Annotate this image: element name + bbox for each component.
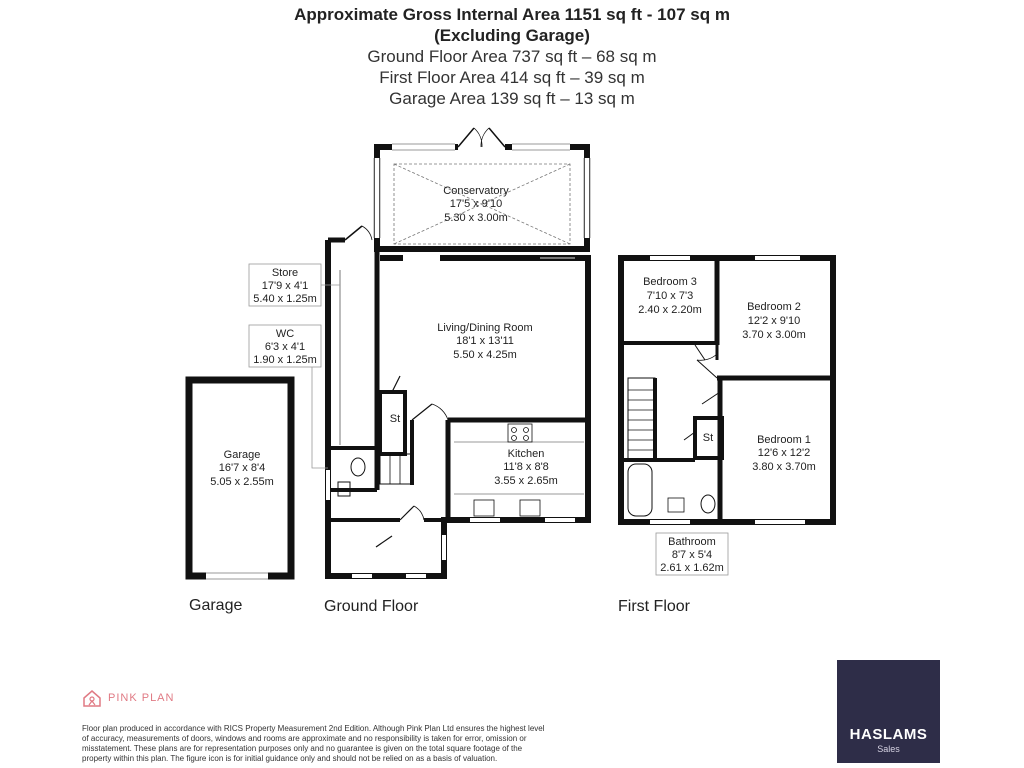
garage-metric: 5.05 x 2.55m — [210, 476, 274, 488]
living-name: Living/Dining Room — [437, 322, 533, 334]
garage-imperial: 16'7 x 8'4 — [218, 462, 266, 474]
store-name: Store — [271, 267, 299, 279]
floor-labels — [189, 597, 691, 615]
house-icon — [82, 688, 102, 708]
first-floor-label: First Floor — [618, 598, 690, 615]
bedroom2-name: Bedroom 2 — [747, 301, 801, 313]
bedroom1-imperial: 12'6 x 12'2 — [757, 447, 811, 459]
bathroom-name: Bathroom — [668, 536, 716, 548]
wc-imperial: 6'3 x 4'1 — [264, 341, 306, 353]
bedroom2-metric: 3.70 x 3.00m — [742, 329, 806, 341]
kitchen-imperial: 11'8 x 8'8 — [503, 461, 549, 473]
haslams-brand — [837, 660, 940, 763]
living-metric: 5.50 x 4.25m — [453, 349, 517, 361]
bedroom3-imperial: 7'10 x 7'3 — [646, 290, 694, 302]
kitchen-name: Kitchen — [507, 448, 545, 460]
brand-sub: Sales — [877, 744, 900, 754]
wc-name: WC — [275, 328, 295, 340]
living-imperial: 18'1 x 13'11 — [456, 335, 514, 347]
conservatory-name: Conservatory — [443, 185, 509, 197]
bedroom3-metric: 2.40 x 2.20m — [638, 304, 702, 316]
kitchen-metric: 3.55 x 2.65m — [494, 475, 558, 487]
conservatory-metric: 5.30 x 3.00m — [444, 212, 508, 224]
bathroom-metric: 2.61 x 1.62m — [660, 562, 724, 574]
ground-st-label: St — [389, 413, 401, 425]
store-metric: 5.40 x 1.25m — [253, 293, 317, 305]
store-imperial: 17'9 x 4'1 — [261, 280, 309, 292]
garage-floor-label: Garage — [189, 597, 243, 614]
bedroom1-metric: 3.80 x 3.70m — [752, 461, 816, 473]
bedroom3-name: Bedroom 3 — [643, 276, 697, 288]
disclaimer-text: Floor plan produced in accordance with RICS Property Measurement 2nd Edition. Although Pink Plan Ltd ensures the highest level of accuracy, measurements of doors, windows and rooms are approximate and no responsibility is taken for error, omission or misstatement. These plans are for representation purposes only and no guarantee is given on the total square footage of the property within this plan. The figure icon is for initial guidance only and should not be relied on as a basis of valuation. — [82, 724, 545, 763]
pink-plan-text: PINK PLAN — [108, 692, 175, 704]
ground-floor-area: Ground Floor Area 737 sq ft – 68 sq m — [367, 47, 657, 66]
first-floor-area: First Floor Area 414 sq ft – 39 sq m — [379, 68, 645, 87]
ground-floor-label: Ground Floor — [324, 598, 419, 615]
garage-name: Garage — [223, 449, 261, 461]
garage-area: Garage Area 139 sq ft – 13 sq m — [389, 89, 635, 108]
excluding-garage-note: (Excluding Garage) — [434, 26, 590, 45]
wc-metric: 1.90 x 1.25m — [253, 354, 317, 366]
first-st-label: St — [702, 432, 714, 444]
pink-plan-logo — [82, 688, 174, 708]
bedroom2-imperial: 12'2 x 9'10 — [747, 315, 801, 327]
brand-name: HASLAMS — [849, 726, 928, 743]
bedroom1-name: Bedroom 1 — [757, 434, 811, 446]
gross-area-title: Approximate Gross Internal Area 1151 sq ft - 107 sq m — [294, 5, 730, 24]
bathroom-imperial: 8'7 x 5'4 — [671, 549, 713, 561]
conservatory-imperial: 17'5 x 9'10 — [449, 198, 503, 210]
